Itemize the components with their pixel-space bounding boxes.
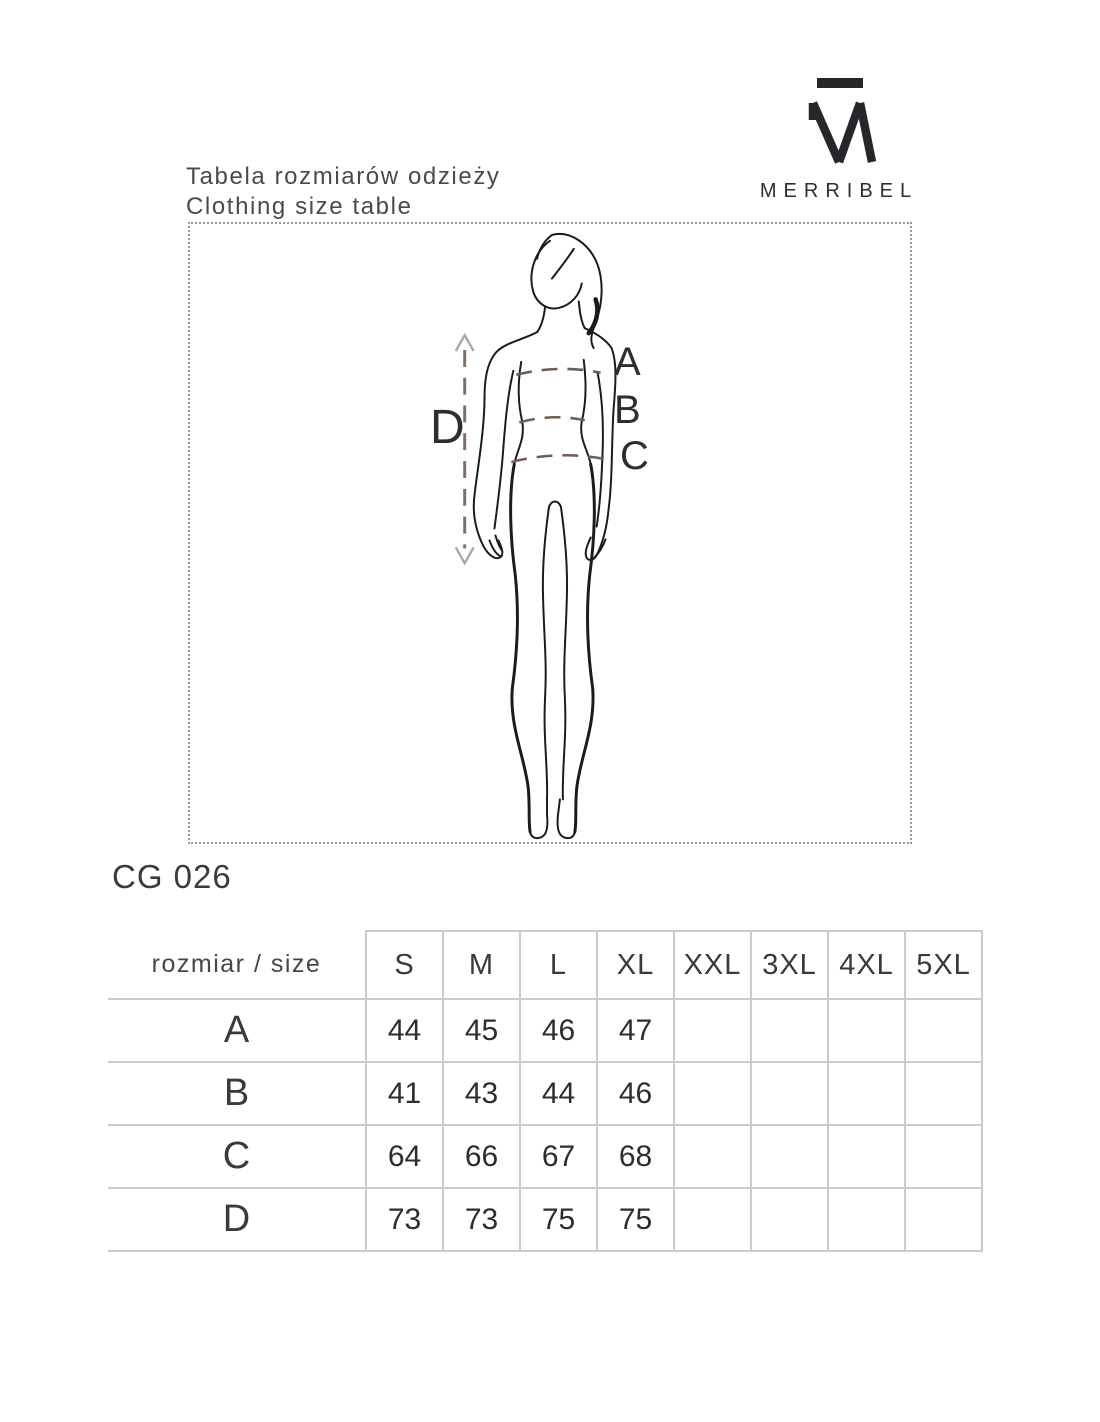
value-cell — [905, 1125, 982, 1188]
value-cell: 44 — [366, 999, 443, 1062]
value-cell — [828, 1125, 905, 1188]
col-header-s: S — [366, 931, 443, 999]
measure-label-b: B — [614, 388, 641, 432]
brand-logo — [754, 78, 924, 203]
value-cell — [828, 1062, 905, 1125]
value-cell: 64 — [366, 1125, 443, 1188]
table-row-b — [108, 1062, 982, 1125]
value-cell: 41 — [366, 1062, 443, 1125]
product-code: CG 026 — [112, 858, 232, 895]
value-cell — [828, 999, 905, 1062]
value-cell — [674, 1125, 751, 1188]
value-cell — [674, 1188, 751, 1251]
col-header-4xl: 4XL — [828, 931, 905, 999]
col-header-3xl: 3XL — [751, 931, 828, 999]
value-cell: 46 — [597, 1062, 674, 1125]
value-cell: 75 — [597, 1188, 674, 1251]
figure-box — [188, 222, 912, 844]
value-cell: 67 — [520, 1125, 597, 1188]
col-header-5xl: 5XL — [905, 931, 982, 999]
table-row-c — [108, 1125, 982, 1188]
value-cell: 43 — [443, 1062, 520, 1125]
value-cell: 46 — [520, 999, 597, 1062]
value-cell: 66 — [443, 1125, 520, 1188]
value-cell — [751, 1062, 828, 1125]
page-title-en: Clothing size table — [186, 193, 413, 220]
measure-label-d: D — [430, 401, 465, 454]
value-cell: 44 — [520, 1062, 597, 1125]
page-title — [186, 162, 501, 222]
brand-name: MERRIBEL — [759, 180, 919, 202]
table-row-a — [108, 999, 982, 1062]
col-header-m: M — [443, 931, 520, 999]
waist-measure-line — [519, 417, 584, 422]
value-cell: 73 — [366, 1188, 443, 1251]
value-cell: 68 — [597, 1125, 674, 1188]
bust-measure-line — [516, 369, 600, 375]
value-cell — [674, 999, 751, 1062]
row-label-d: D — [108, 1188, 366, 1251]
row-label-a: A — [108, 999, 366, 1062]
col-header-xxl: XXL — [674, 931, 751, 999]
value-cell — [905, 999, 982, 1062]
value-cell: 45 — [443, 999, 520, 1062]
measure-label-c: C — [620, 434, 649, 478]
value-cell — [751, 999, 828, 1062]
value-cell — [674, 1062, 751, 1125]
size-table — [108, 930, 983, 1252]
row-label-b: B — [108, 1062, 366, 1125]
table-header-row — [108, 931, 982, 999]
table-row-d — [108, 1188, 982, 1251]
value-cell: 47 — [597, 999, 674, 1062]
value-cell — [905, 1062, 982, 1125]
page-title-pl: Tabela rozmiarów odzieży — [186, 163, 501, 190]
value-cell — [905, 1188, 982, 1251]
value-cell — [751, 1125, 828, 1188]
value-cell — [751, 1188, 828, 1251]
value-cell: 73 — [443, 1188, 520, 1251]
body-figure-illustration — [190, 224, 910, 842]
corner-label: rozmiar / size — [108, 931, 366, 999]
col-header-xl: XL — [597, 931, 674, 999]
row-label-c: C — [108, 1125, 366, 1188]
value-cell: 75 — [520, 1188, 597, 1251]
col-header-l: L — [520, 931, 597, 999]
measure-label-a: A — [614, 340, 641, 384]
value-cell — [828, 1188, 905, 1251]
merribel-m-logo-icon — [801, 78, 877, 166]
